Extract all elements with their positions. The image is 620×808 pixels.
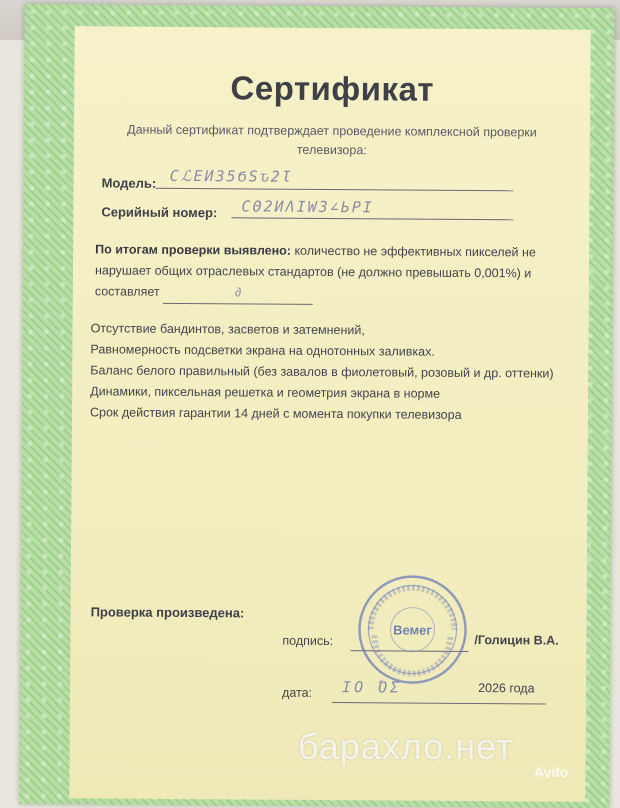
model-handwriting: ϹℒΕИЗ5ϬЅԏ2Ɩ [169, 166, 293, 186]
check-item: Срок действия гарантии 14 дней с момента покупки телевизора [89, 405, 462, 422]
dead-pixel-count-field: ∂ [163, 282, 313, 305]
model-label: Модель: [101, 175, 157, 191]
inspection-result [95, 239, 571, 306]
check-list [90, 318, 575, 426]
check-item: Баланс белого правильный (без завалов в фиолетовый, розовый и др. оттенки) [90, 363, 554, 381]
check-item: Динамики, пиксельная решетка и геометрия экрана в норме [90, 384, 441, 401]
checked-by-label: Проверка произведена: [90, 604, 245, 621]
result-label: По итогам проверки выявлено: [95, 242, 292, 258]
certificate-paper [69, 26, 590, 802]
certificate-intro: Данный сертификат подтверждает проведение комплексной проверки телевизора: [127, 122, 537, 158]
date-label: дата: [282, 685, 313, 700]
watermark-site: барахло.нет [298, 726, 514, 767]
signature-label: подпись: [282, 633, 334, 649]
certificate-title: Сертификат [230, 69, 435, 108]
signer-name: /Голицин В.А. [474, 633, 559, 648]
date-year: 2026 года [478, 681, 535, 696]
result-text: количество не эффективных пикселей не нарушает общих отраслевых стандартов (не должно превышать 0,001%) и составляет [94, 243, 536, 299]
stamp-text: Вемег [393, 622, 432, 638]
seal-stamp [356, 573, 469, 686]
date-handwriting: ΙΟ ΌΣ [342, 678, 403, 697]
check-item: Равномерность подсветки экрана на однотонных заливках. [90, 342, 435, 359]
watermark-brand: Avito [534, 764, 569, 780]
serial-handwriting: ϹΘ2ИΛΙWЗ∠ЬΡΙ [241, 197, 374, 217]
check-item: Отсутствие бандинтов, засветов и затемнений, [90, 321, 365, 338]
serial-label: Серийный номер: [101, 204, 218, 221]
